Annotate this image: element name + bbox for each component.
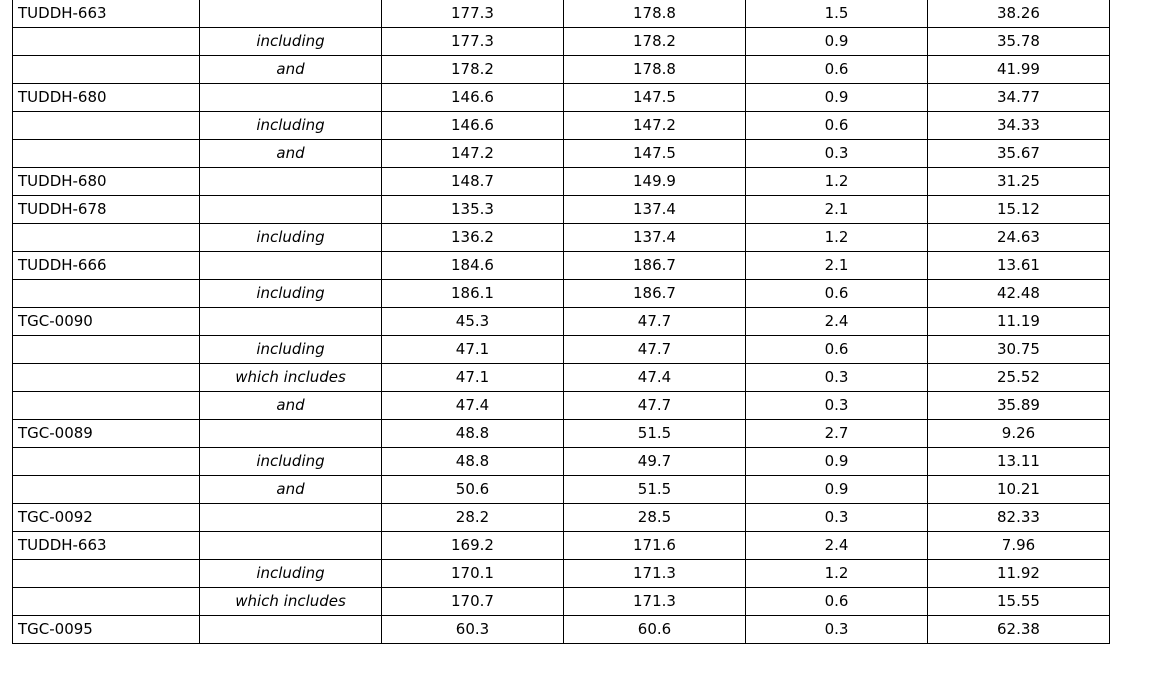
drill-hole-id-cell: TUDDH-680	[13, 84, 200, 112]
interval-qualifier-cell	[200, 504, 382, 532]
table-row	[13, 0, 1110, 28]
to-depth-cell: 47.7	[564, 336, 746, 364]
interval-qualifier-cell: and	[200, 140, 382, 168]
interval-length-cell: 0.3	[746, 140, 928, 168]
table-row	[13, 56, 1110, 84]
to-depth-cell: 178.8	[564, 56, 746, 84]
to-depth-cell: 137.4	[564, 196, 746, 224]
from-depth-cell: 45.3	[382, 308, 564, 336]
from-depth-cell: 148.7	[382, 168, 564, 196]
from-depth-cell: 47.4	[382, 392, 564, 420]
from-depth-cell: 48.8	[382, 420, 564, 448]
table-row	[13, 84, 1110, 112]
interval-qualifier-cell	[200, 0, 382, 28]
drill-hole-id-cell	[13, 336, 200, 364]
drill-hole-id-cell	[13, 28, 200, 56]
grade-value-cell: 30.75	[928, 336, 1110, 364]
table-row	[13, 336, 1110, 364]
from-depth-cell: 60.3	[382, 616, 564, 644]
to-depth-cell: 147.5	[564, 140, 746, 168]
interval-length-cell: 0.6	[746, 112, 928, 140]
to-depth-cell: 28.5	[564, 504, 746, 532]
grade-value-cell: 35.67	[928, 140, 1110, 168]
grade-value-cell: 24.63	[928, 224, 1110, 252]
interval-qualifier-cell: including	[200, 28, 382, 56]
interval-qualifier-cell	[200, 84, 382, 112]
table-row	[13, 560, 1110, 588]
grade-value-cell: 11.19	[928, 308, 1110, 336]
table-row	[13, 252, 1110, 280]
from-depth-cell: 186.1	[382, 280, 564, 308]
drill-hole-id-cell	[13, 560, 200, 588]
to-depth-cell: 178.2	[564, 28, 746, 56]
to-depth-cell: 47.7	[564, 392, 746, 420]
to-depth-cell: 171.3	[564, 588, 746, 616]
table-row	[13, 308, 1110, 336]
table-row	[13, 140, 1110, 168]
from-depth-cell: 47.1	[382, 336, 564, 364]
drill-hole-id-cell: TUDDH-666	[13, 252, 200, 280]
grade-value-cell: 34.33	[928, 112, 1110, 140]
from-depth-cell: 184.6	[382, 252, 564, 280]
interval-length-cell: 0.9	[746, 448, 928, 476]
grade-value-cell: 42.48	[928, 280, 1110, 308]
drill-hole-id-cell: TGC-0090	[13, 308, 200, 336]
interval-length-cell: 0.3	[746, 504, 928, 532]
drill-hole-id-cell: TUDDH-680	[13, 168, 200, 196]
interval-qualifier-cell: including	[200, 560, 382, 588]
assay-table-body	[13, 0, 1110, 644]
to-depth-cell: 51.5	[564, 420, 746, 448]
interval-length-cell: 0.6	[746, 336, 928, 364]
drill-hole-id-cell	[13, 476, 200, 504]
to-depth-cell: 186.7	[564, 280, 746, 308]
interval-qualifier-cell: including	[200, 336, 382, 364]
to-depth-cell: 47.7	[564, 308, 746, 336]
interval-qualifier-cell: including	[200, 224, 382, 252]
from-depth-cell: 177.3	[382, 28, 564, 56]
interval-length-cell: 0.9	[746, 476, 928, 504]
interval-qualifier-cell	[200, 196, 382, 224]
to-depth-cell: 147.2	[564, 112, 746, 140]
interval-qualifier-cell: and	[200, 392, 382, 420]
from-depth-cell: 28.2	[382, 504, 564, 532]
table-row	[13, 504, 1110, 532]
interval-length-cell: 0.6	[746, 588, 928, 616]
drill-hole-id-cell	[13, 392, 200, 420]
drill-hole-id-cell	[13, 280, 200, 308]
interval-length-cell: 2.4	[746, 532, 928, 560]
interval-length-cell: 2.7	[746, 420, 928, 448]
table-row	[13, 112, 1110, 140]
drill-hole-id-cell	[13, 224, 200, 252]
grade-value-cell: 35.89	[928, 392, 1110, 420]
from-depth-cell: 135.3	[382, 196, 564, 224]
from-depth-cell: 48.8	[382, 448, 564, 476]
interval-length-cell: 0.9	[746, 84, 928, 112]
table-row	[13, 532, 1110, 560]
grade-value-cell: 15.55	[928, 588, 1110, 616]
interval-length-cell: 1.5	[746, 0, 928, 28]
drill-hole-id-cell: TGC-0095	[13, 616, 200, 644]
interval-qualifier-cell	[200, 308, 382, 336]
table-row	[13, 196, 1110, 224]
grade-value-cell: 15.12	[928, 196, 1110, 224]
to-depth-cell: 171.3	[564, 560, 746, 588]
grade-value-cell: 11.92	[928, 560, 1110, 588]
to-depth-cell: 171.6	[564, 532, 746, 560]
from-depth-cell: 170.7	[382, 588, 564, 616]
grade-value-cell: 10.21	[928, 476, 1110, 504]
interval-qualifier-cell	[200, 168, 382, 196]
drill-hole-id-cell: TGC-0092	[13, 504, 200, 532]
interval-length-cell: 0.6	[746, 280, 928, 308]
from-depth-cell: 147.2	[382, 140, 564, 168]
drill-hole-id-cell	[13, 112, 200, 140]
interval-length-cell: 2.4	[746, 308, 928, 336]
interval-qualifier-cell: which includes	[200, 588, 382, 616]
grade-value-cell: 34.77	[928, 84, 1110, 112]
from-depth-cell: 47.1	[382, 364, 564, 392]
to-depth-cell: 137.4	[564, 224, 746, 252]
from-depth-cell: 136.2	[382, 224, 564, 252]
interval-length-cell: 2.1	[746, 196, 928, 224]
interval-qualifier-cell	[200, 532, 382, 560]
drill-hole-id-cell: TUDDH-663	[13, 532, 200, 560]
interval-qualifier-cell: including	[200, 112, 382, 140]
interval-qualifier-cell: and	[200, 476, 382, 504]
from-depth-cell: 146.6	[382, 84, 564, 112]
from-depth-cell: 170.1	[382, 560, 564, 588]
to-depth-cell: 178.8	[564, 0, 746, 28]
table-row	[13, 616, 1110, 644]
drill-hole-id-cell: TUDDH-678	[13, 196, 200, 224]
table-row	[13, 476, 1110, 504]
interval-length-cell: 0.3	[746, 364, 928, 392]
drill-hole-id-cell	[13, 448, 200, 476]
to-depth-cell: 149.9	[564, 168, 746, 196]
grade-value-cell: 7.96	[928, 532, 1110, 560]
interval-length-cell: 0.9	[746, 28, 928, 56]
interval-qualifier-cell: which includes	[200, 364, 382, 392]
grade-value-cell: 82.33	[928, 504, 1110, 532]
interval-length-cell: 0.6	[746, 56, 928, 84]
assay-results-table	[12, 0, 1110, 644]
grade-value-cell: 9.26	[928, 420, 1110, 448]
interval-qualifier-cell	[200, 420, 382, 448]
from-depth-cell: 178.2	[382, 56, 564, 84]
interval-qualifier-cell: including	[200, 280, 382, 308]
interval-qualifier-cell	[200, 616, 382, 644]
grade-value-cell: 35.78	[928, 28, 1110, 56]
interval-length-cell: 1.2	[746, 560, 928, 588]
interval-qualifier-cell: including	[200, 448, 382, 476]
from-depth-cell: 177.3	[382, 0, 564, 28]
interval-length-cell: 0.3	[746, 392, 928, 420]
interval-qualifier-cell: and	[200, 56, 382, 84]
from-depth-cell: 146.6	[382, 112, 564, 140]
table-row	[13, 392, 1110, 420]
grade-value-cell: 25.52	[928, 364, 1110, 392]
interval-length-cell: 1.2	[746, 224, 928, 252]
grade-value-cell: 62.38	[928, 616, 1110, 644]
to-depth-cell: 186.7	[564, 252, 746, 280]
grade-value-cell: 13.61	[928, 252, 1110, 280]
interval-qualifier-cell	[200, 252, 382, 280]
interval-length-cell: 0.3	[746, 616, 928, 644]
table-row	[13, 420, 1110, 448]
drill-hole-id-cell: TUDDH-663	[13, 0, 200, 28]
interval-length-cell: 1.2	[746, 168, 928, 196]
drill-hole-id-cell: TGC-0089	[13, 420, 200, 448]
drill-hole-id-cell	[13, 364, 200, 392]
drill-hole-id-cell	[13, 588, 200, 616]
grade-value-cell: 13.11	[928, 448, 1110, 476]
to-depth-cell: 49.7	[564, 448, 746, 476]
grade-value-cell: 38.26	[928, 0, 1110, 28]
to-depth-cell: 51.5	[564, 476, 746, 504]
table-row	[13, 28, 1110, 56]
drill-hole-id-cell	[13, 140, 200, 168]
to-depth-cell: 47.4	[564, 364, 746, 392]
to-depth-cell: 60.6	[564, 616, 746, 644]
table-row	[13, 168, 1110, 196]
table-row	[13, 588, 1110, 616]
grade-value-cell: 41.99	[928, 56, 1110, 84]
table-row	[13, 224, 1110, 252]
interval-length-cell: 2.1	[746, 252, 928, 280]
table-row	[13, 280, 1110, 308]
from-depth-cell: 50.6	[382, 476, 564, 504]
from-depth-cell: 169.2	[382, 532, 564, 560]
grade-value-cell: 31.25	[928, 168, 1110, 196]
table-row	[13, 448, 1110, 476]
table-row	[13, 364, 1110, 392]
to-depth-cell: 147.5	[564, 84, 746, 112]
drill-hole-id-cell	[13, 56, 200, 84]
